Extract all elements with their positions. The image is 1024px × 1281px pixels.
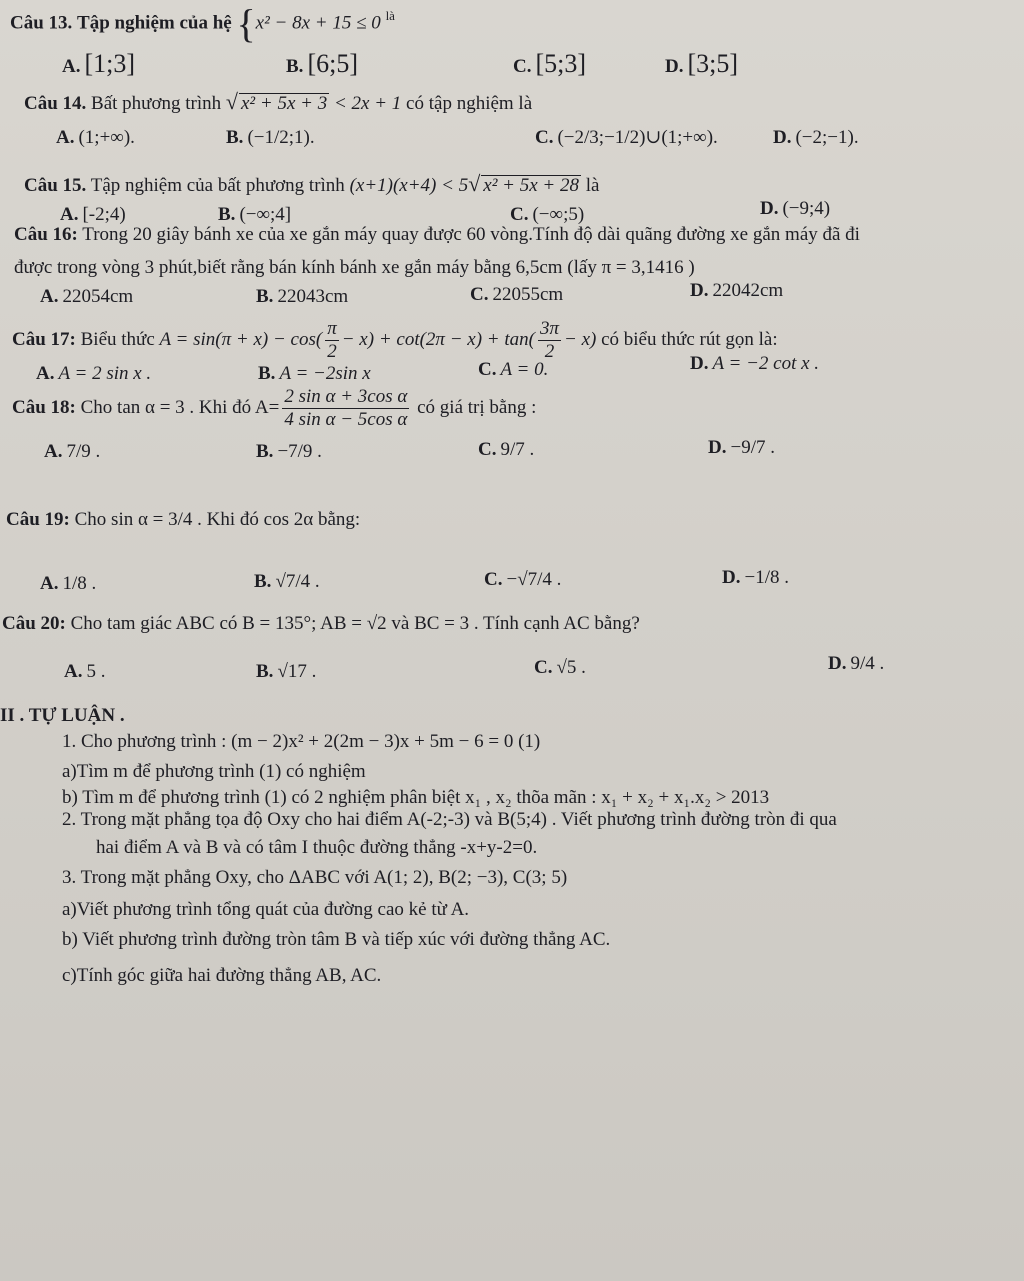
q19-option-d: D. −1/8 . [722,567,789,588]
q18-option-b: B. −7/9 . [256,441,322,462]
q17-label: Câu 17: [12,328,76,350]
part2-problem-3c: c)Tính góc giữa hai đường thẳng AB, AC. [62,965,382,986]
q19-label: Câu 19: [6,509,70,530]
q17-stem [12,318,778,363]
part2-problem-3: 3. Trong mặt phẳng Oxy, cho ΔABC với A(1; 2), B(2; −3), C(3; 5) [62,867,568,888]
part2-heading: II . TỰ LUẬN . [0,705,125,726]
q15-option-a: A. [-2;4) [60,204,126,225]
q19-option-a: A. 1/8 . [40,573,97,594]
q20-option-a: A. 5 . [64,661,106,682]
q13-stem [10,1,395,46]
q16-option-a: A. 22054cm [40,286,134,307]
q14-option-a: A. (1;+∞). [56,127,135,148]
q15-option-d: D. (−9;4) [760,198,831,219]
q17-option-a: A. A = 2 sin x . [36,363,152,384]
q17-option-d: D. A = −2 cot x . [690,353,820,374]
q17-option-b: B. A = −2sin x [258,363,371,384]
q20-option-c: C. √5 . [534,657,586,678]
part2-problem-1b: b) Tìm m để phương trình (1) có 2 nghiệm phân biệt x₁ , x₂ thõa mãn : x₁ + x₂ + x₁.x₂ > 2013 [62,787,770,808]
part2-problem-3a: a)Viết phương trình tổng quát của đường cao kẻ từ A. [62,899,470,920]
q14-radical-icon: √ [225,89,238,114]
q15-suffix: là [585,175,600,196]
q16-label: Câu 16: [14,224,78,245]
q14-stem [24,90,532,116]
q13-option-a: A. [1;3] [62,49,136,78]
q16-line-1 [14,223,860,247]
q19-option-b: B. √7/4 . [254,571,320,592]
q13-option-b: B. [6;5] [286,49,358,78]
q15-lhs: (x+1)(x+4) < 5 [349,175,469,196]
q20-option-d: D. 9/4 . [828,653,885,674]
q14-suffix: có tập nghiệm là [406,93,533,114]
q18-text: Cho tan α = 3 . Khi đó A= [80,396,280,418]
part2-problem-2-line-1: 2. Trong mặt phẳng tọa độ Oxy cho hai điểm A(-2;-3) và B(5;4) . Viết phương trình đường tròn đi qua [62,809,837,830]
q15-radical-icon: √ [468,171,481,196]
q14-option-c: C. (−2/3;−1/2)∪(1;+∞). [535,127,718,148]
q20-stem [2,612,640,636]
q18-fraction: $\frac{\text{2 sin α + 3cos α}}{\text{4 sin α − 5cos α}}$ [284,386,408,430]
q20-label: Câu 20: [2,613,66,634]
q14-option-d: D. (−2;−1). [773,127,859,148]
q14-rhs: < 2x + 1 [333,93,402,114]
q16-option-d: D. 22042cm [690,280,784,301]
q14-label: Câu 14. [24,93,87,114]
q17-expression: A = sin(π + x) − cos( $\frac{\pi}{2}$ − x) + cot(2π − x) + tan( $\frac{3\pi}{2}$ − x) [159,318,597,362]
q15-stem [24,172,599,198]
part2-problem-1a: a)Tìm m để phương trình (1) có nghiệm [62,761,366,782]
q13-text: Tập nghiệm của hệ [77,12,232,34]
q17-text: Biểu thức [80,328,155,350]
q18-option-d: D. −9/7 . [708,437,775,458]
q19-stem [6,508,360,532]
part2-problem-2-line-2: hai điểm A và B và có tâm I thuộc đường thẳng -x+y-2=0. [96,837,538,858]
q18-option-a: A. 7/9 . [44,441,101,462]
q16-text-1: Trong 20 giây bánh xe của xe gắn máy quay được 60 vòng.Tính độ dài quãng đường xe gắn máy đã đi [82,224,860,245]
q18-option-c: C. 9/7 . [478,439,535,460]
q19-option-c: C. −√7/4 . [484,569,562,590]
q14-option-b: B. (−1/2;1). [226,127,315,148]
q16-line-2: được trong vòng 3 phút,biết rằng bán kính bánh xe gắn máy bằng 6,5cm (lấy π = 3,1416 ) [14,257,695,278]
q16-option-b: B. 22043cm [256,286,349,307]
part2-problem-3b: b) Viết phương trình đường tròn tâm B và tiếp xúc với đường thẳng AC. [62,929,611,950]
q13-label: Câu 13. [10,12,73,34]
q20-option-b: B. √17 . [256,661,317,682]
q14-radicand: x² + 5x + 3 [241,93,328,114]
q19-text: Cho sin α = 3/4 . Khi đó cos 2α bằng: [74,509,361,530]
q18-stem [12,386,536,431]
q17-option-c: C. A = 0. [478,359,549,380]
q15-label: Câu 15. [24,175,87,196]
q17-suffix: có biểu thức rút gọn là: [601,328,778,350]
q20-text: Cho tam giác ABC có B = 135°; AB = √2 và BC = 3 . Tính cạnh AC bằng? [70,613,640,634]
q14-text: Bất phương trình [91,93,222,114]
part2-problem-1: 1. Cho phương trình : (m − 2)x² + 2(2m − 3)x + 5m − 6 = 0 (1) [62,731,541,752]
q13-option-d: D. [3;5] [665,49,739,78]
q18-label: Câu 18: [12,396,76,418]
q18-suffix: có giá trị bằng : [417,396,537,418]
q15-option-c: C. (−∞;5) [510,204,585,225]
q15-radicand: x² + 5x + 28 [483,175,579,196]
q16-option-c: C. 22055cm [470,284,564,305]
q13-system: x² − 8x + 15 ≤ 0 [255,12,381,34]
q15-option-b: B. (−∞;4] [218,204,292,225]
q13-suffix: là [385,8,395,23]
q13-option-c: C. [5;3] [513,49,587,78]
q13-brace: { [236,1,256,46]
q15-text: Tập nghiệm của bất phương trình [90,175,345,196]
